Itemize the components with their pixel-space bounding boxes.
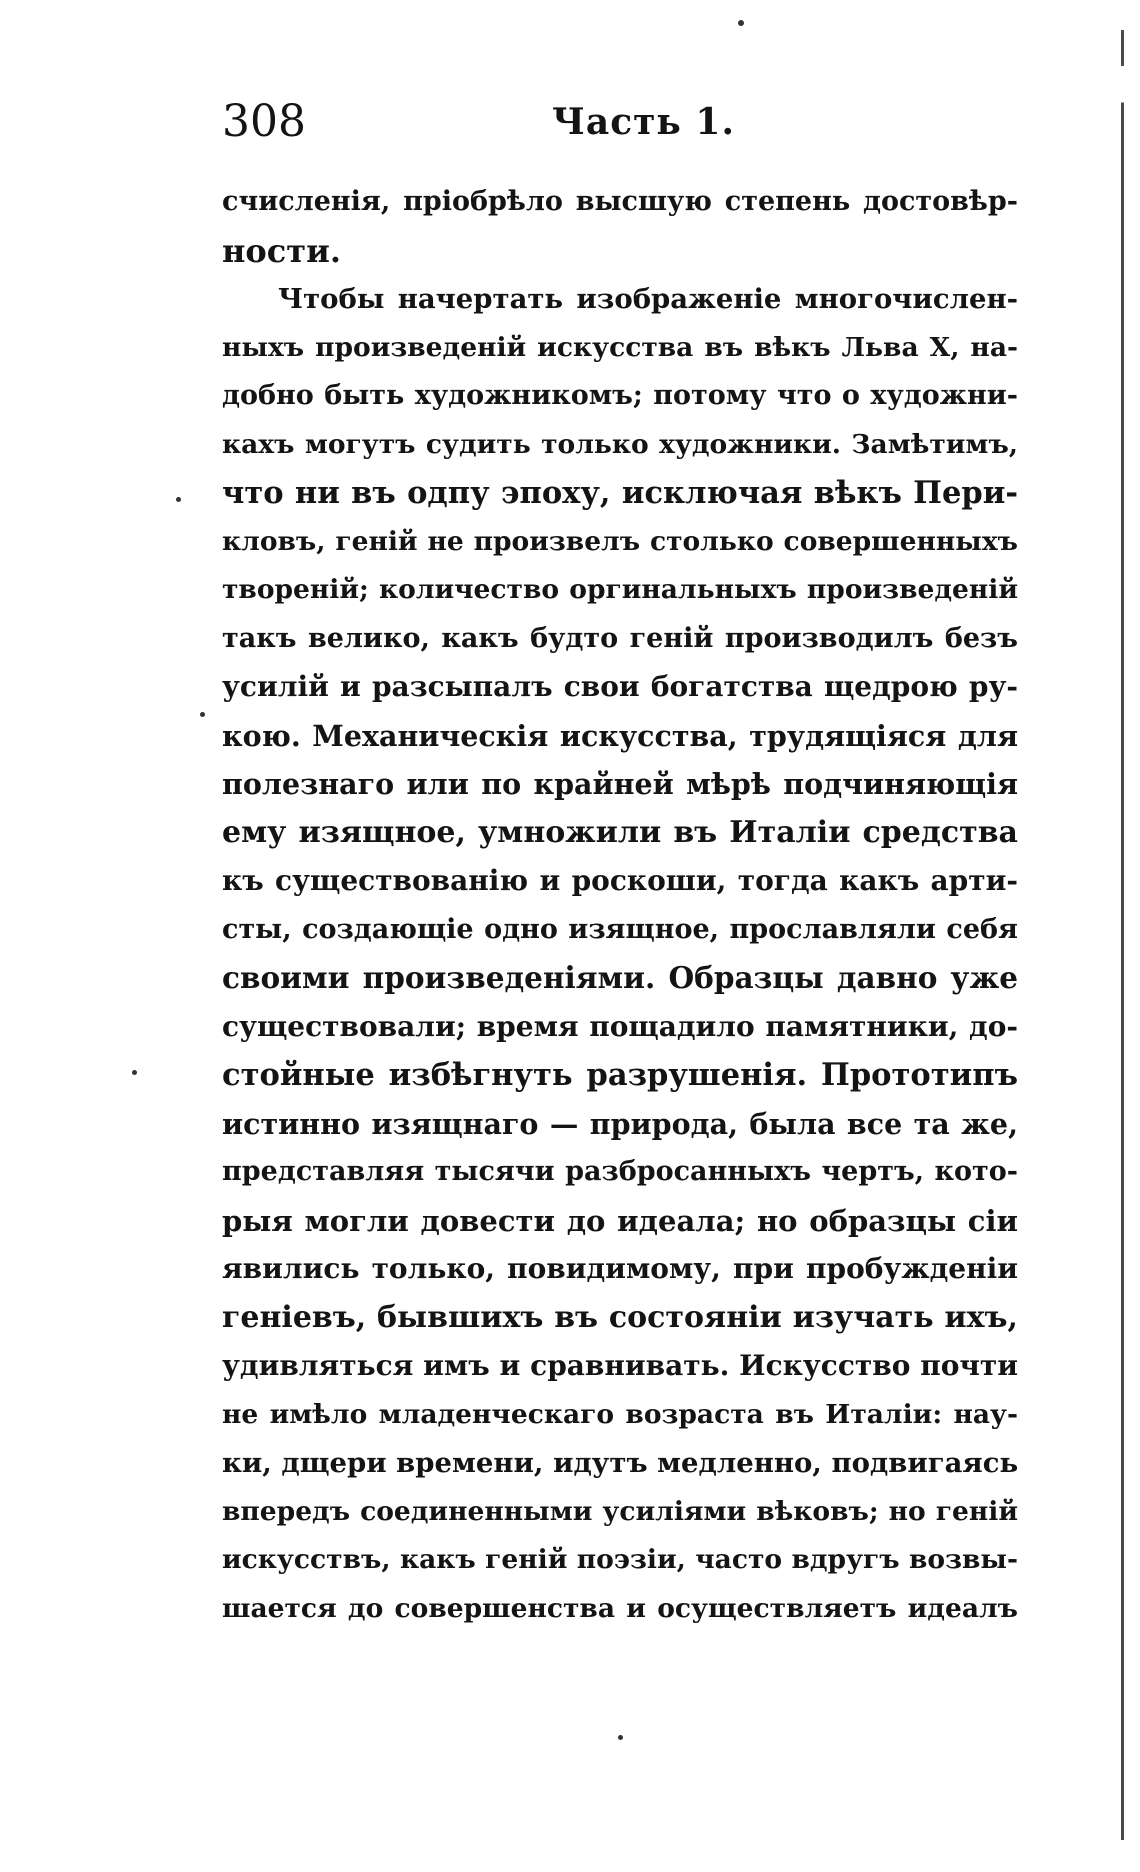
text-line: удивляться имъ и сравнивать. Искусство почти bbox=[222, 1349, 1018, 1382]
text-line: рыя могли довести до идеала; но образцы сіи bbox=[222, 1203, 1018, 1238]
text-line: представляя тысячи разбросанныхъ чертъ, кото- bbox=[222, 1156, 1018, 1187]
text-line: ки, дщери времени, идутъ медленно, подвигаясь bbox=[222, 1447, 1018, 1479]
text-line: не имѣло младенческаго возраста въ Италіи: нау- bbox=[222, 1398, 1018, 1430]
text-line: полезнаго или по крайней мѣрѣ подчиняющія bbox=[222, 767, 1018, 801]
text-line: искусствъ, какъ геній поэзіи, часто вдругъ возвы- bbox=[222, 1544, 1018, 1575]
print-speck bbox=[618, 1735, 623, 1740]
text-line: кловъ, геній не произвелъ столько совершенныхъ bbox=[222, 525, 1018, 557]
print-speck bbox=[176, 497, 181, 502]
text-line: сты, создающіе одно изящное, прославляли себя bbox=[222, 913, 1018, 945]
text-line: геніевъ, бывшихъ въ состояніи изучать ихъ, bbox=[222, 1299, 1018, 1335]
page-header bbox=[222, 92, 1018, 152]
text-line: усилій и разсыпалъ свои богатства щедрою ру- bbox=[222, 670, 1018, 703]
text-line: твореній; количество оргинальныхъ произведеній bbox=[222, 574, 1018, 605]
text-line: шается до совершенства и осуществляетъ идеалъ bbox=[222, 1592, 1018, 1624]
print-speck bbox=[132, 1070, 137, 1075]
text-line: ныхъ произведеній искусства въ вѣкъ Льва X, на- bbox=[222, 331, 1018, 363]
text-line: что ни въ одпу эпоху, исключая вѣкъ Пери- bbox=[222, 475, 1018, 511]
text-line: добно быть художникомъ; потому что о художни- bbox=[222, 380, 1018, 411]
text-line: счисленія, пріобрѣло высшую степень достовѣр- bbox=[222, 186, 1018, 217]
text-line: существовали; время пощадило памятники, до- bbox=[222, 1009, 1018, 1043]
text-line: впередъ соединенными усиліями вѣковъ; но геній bbox=[222, 1495, 1018, 1527]
page-number: 308 bbox=[222, 96, 306, 147]
text-line: кахъ могутъ судить только художники. Замѣтимъ, bbox=[222, 428, 1018, 460]
page-edge-line bbox=[1121, 30, 1124, 1840]
text-line: стойные избѣгнуть разрушенія. Прототипъ bbox=[222, 1057, 1018, 1093]
text-line: такъ велико, какъ будто геній производилъ безъ bbox=[222, 622, 1018, 654]
text-line: явились только, повидимому, при пробужденіи bbox=[222, 1252, 1018, 1285]
body-text bbox=[222, 178, 1018, 1633]
print-speck bbox=[738, 20, 744, 26]
print-speck bbox=[200, 712, 205, 717]
text-line: Чтобы начертать изображеніе многочислен- bbox=[278, 283, 1018, 315]
text-line: ности. bbox=[222, 231, 341, 270]
text-line: истинно изящнаго — природа, была все та же, bbox=[222, 1106, 1018, 1141]
text-line: кою. Механическія искусства, трудящіяся для bbox=[222, 718, 1018, 753]
text-line: къ существованію и роскоши, тогда какъ арти- bbox=[222, 864, 1018, 897]
text-line: ему изящное, умножили въ Италіи средства bbox=[222, 814, 1018, 850]
text-line: своими произведеніями. Образцы давно уже bbox=[222, 960, 1018, 995]
running-title: Часть 1. bbox=[552, 101, 735, 143]
